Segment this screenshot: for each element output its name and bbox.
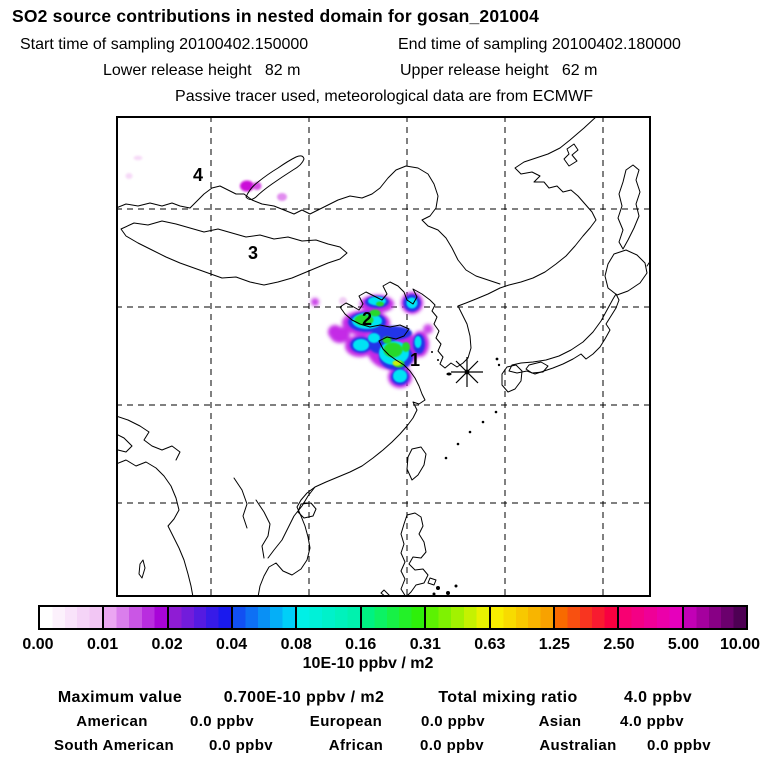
stat-text: Maximum value	[57, 689, 183, 706]
map-panel	[116, 116, 651, 597]
small-islands	[431, 351, 500, 596]
stat-text: 4.0 ppbv	[623, 689, 693, 706]
colorbar-segment	[40, 607, 102, 628]
stat-text: 0.0 ppbv	[208, 737, 274, 754]
colorbar-tick-label: 2.50	[603, 636, 635, 653]
start-time-text: Start time of sampling 20100402.150000	[20, 36, 309, 53]
stat-text: 0.0 ppbv	[420, 713, 486, 730]
tracer-note-text: Passive tracer used, meteorological data are from ECMWF	[175, 88, 593, 105]
colorbar-segment	[424, 607, 488, 628]
receptor-star-icon	[451, 357, 483, 387]
colorbar-tick-label: 0.01	[86, 636, 119, 653]
colorbar-segment	[167, 607, 231, 628]
end-time-text: End time of sampling 20100402.180000	[398, 36, 681, 53]
stat-text: African	[328, 737, 384, 754]
colorbar-tick-label: 10.00	[719, 636, 761, 653]
colorbar-segment	[489, 607, 553, 628]
colorbar-tick-label: 0.04	[216, 636, 248, 653]
colorbar-units: 10E-10 ppbv / m2	[302, 655, 434, 672]
colorbar-tick-label: 0.02	[151, 636, 183, 653]
colorbar-tick-label: 0.63	[474, 636, 506, 653]
colorbar-tick-label: 0.16	[345, 636, 377, 653]
colorbar-segment	[682, 607, 746, 628]
region-label-2: 2	[361, 309, 373, 329]
figure-title: SO2 source contributions in nested domain for gosan_201004	[12, 6, 540, 26]
stat-text: 4.0 ppbv	[619, 713, 685, 730]
stat-text: European	[309, 713, 383, 730]
stat-text: Asian	[538, 713, 582, 730]
colorbar-segment	[360, 607, 424, 628]
stat-text: American	[76, 713, 148, 730]
map-svg	[116, 116, 651, 597]
region-label-4: 4	[192, 165, 204, 185]
stat-text: 0.0 ppbv	[419, 737, 485, 754]
colorbar-segment	[617, 607, 681, 628]
region-label-1: 1	[409, 350, 421, 370]
upper-release-text: Upper release height 62 m	[400, 62, 598, 79]
colorbar-tick-label: 5.00	[667, 636, 700, 653]
colorbar-segment	[295, 607, 359, 628]
colorbar-segment	[231, 607, 295, 628]
colorbar-segment	[553, 607, 617, 628]
colorbar-tick-label: 0.00	[22, 636, 54, 653]
region-label-3: 3	[247, 243, 259, 263]
colorbar-segment	[102, 607, 166, 628]
stat-text: 0.700E-10 ppbv / m2	[223, 689, 385, 706]
colorbar-tick-label: 0.08	[280, 636, 312, 653]
stat-text: Australian	[539, 737, 617, 754]
colorbar	[38, 605, 748, 630]
colorbar-tick-label: 1.25	[538, 636, 570, 653]
stat-text: 0.0 ppbv	[189, 713, 255, 730]
lower-release-text: Lower release height 82 m	[103, 62, 301, 79]
colorbar-tick-label: 0.31	[409, 636, 441, 653]
plume-outlier-spots	[126, 156, 348, 305]
stat-text: South American	[53, 737, 175, 754]
stat-text: Total mixing ratio	[438, 689, 578, 706]
stat-text: 0.0 ppbv	[646, 737, 712, 754]
